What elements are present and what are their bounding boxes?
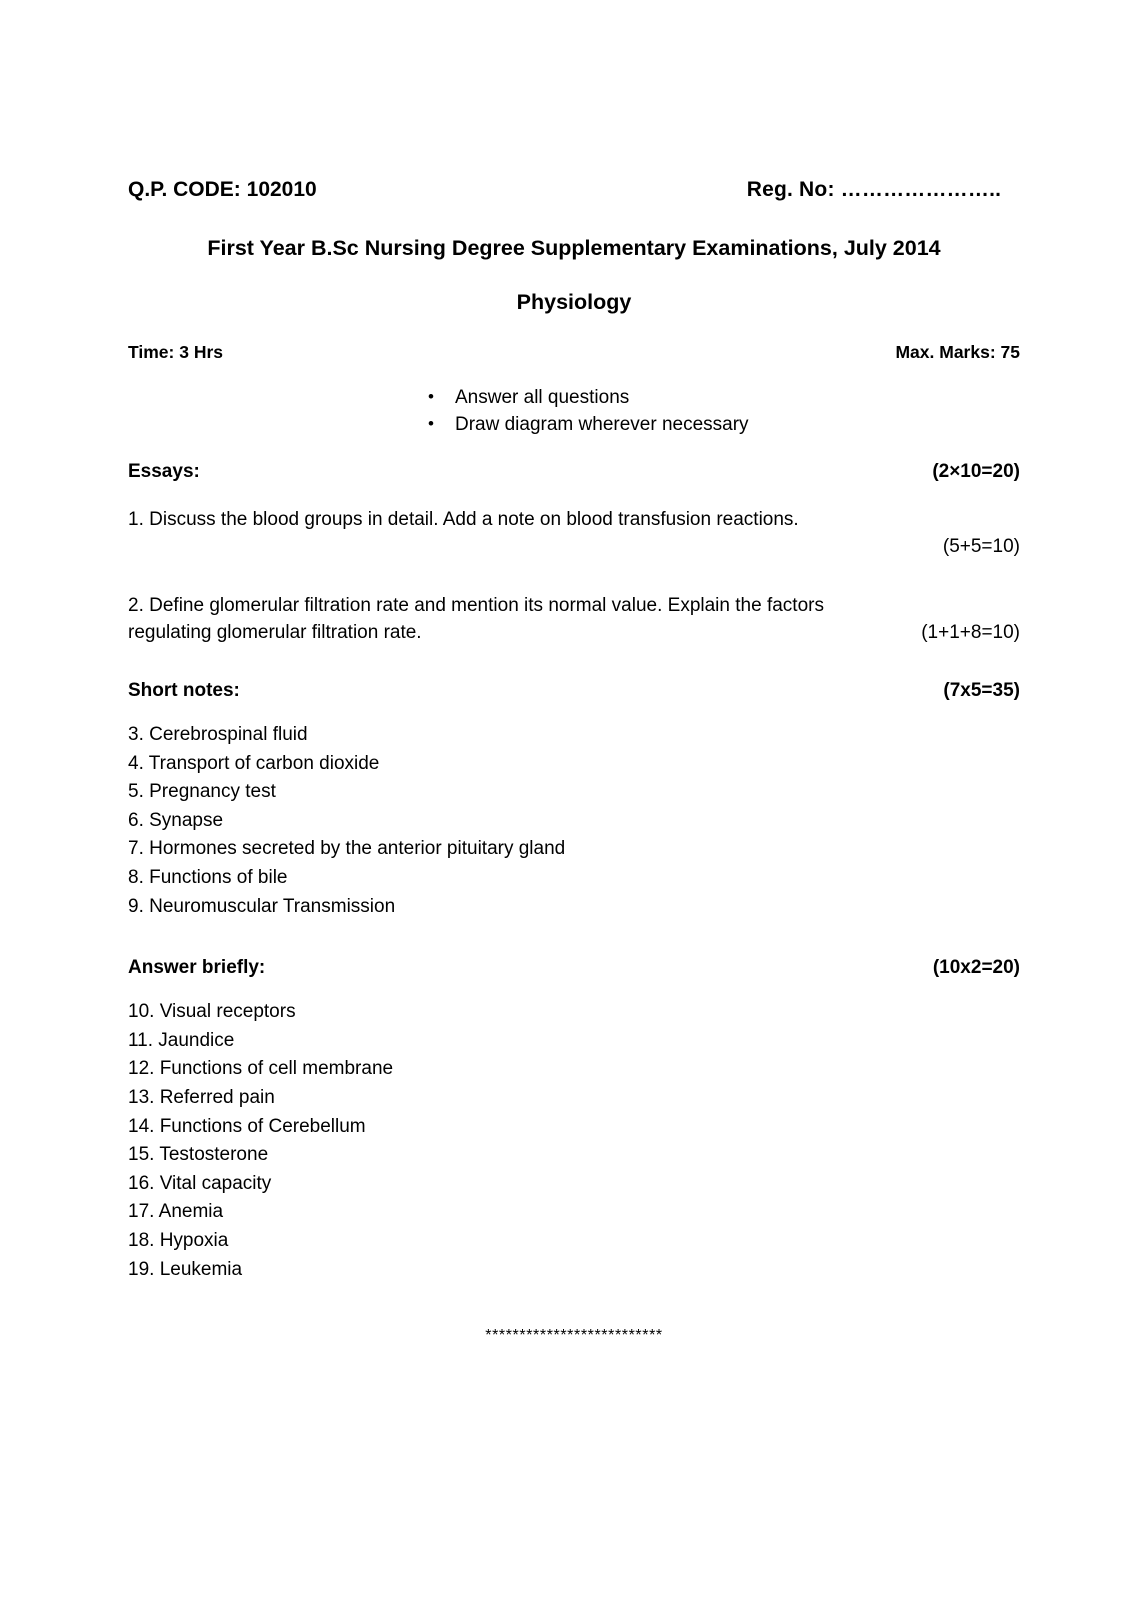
question-2 xyxy=(128,592,1020,646)
qp-code: Q.P. CODE: 102010 xyxy=(128,178,317,201)
question-text-line-1: 2. Define glomerular filtration rate and mention its normal value. Explain the factors xyxy=(128,595,824,616)
list-item: 6. Synapse xyxy=(128,809,224,831)
question-text-line-2-row xyxy=(128,619,1020,646)
list-item: 10. Visual receptors xyxy=(128,1001,296,1023)
subject-title: Physiology xyxy=(516,290,632,314)
list-item: • Answer all questions xyxy=(128,384,1020,411)
question-marks: (5+5=10) xyxy=(942,536,1020,557)
header-code-row xyxy=(128,176,1020,204)
section-label: Short notes: xyxy=(128,680,240,701)
exam-max-marks: Max. Marks: 75 xyxy=(895,342,1020,362)
exam-duration: Time: 3 Hrs xyxy=(128,342,223,362)
short-notes-list xyxy=(128,721,1020,921)
list-item: 9. Neuromuscular Transmission xyxy=(128,895,396,917)
exam-meta-row xyxy=(128,340,1020,364)
list-item: 12. Functions of cell membrane xyxy=(128,1058,394,1080)
question-text: 1. Discuss the blood groups in detail. Add a note on blood transfusion reactions. xyxy=(128,509,799,530)
page-content xyxy=(128,176,1020,1347)
list-item: • Draw diagram wherever necessary xyxy=(128,411,1020,438)
list-item: 18. Hypoxia xyxy=(128,1229,229,1251)
list-item: 17. Anemia xyxy=(128,1201,224,1223)
list-item: 13. Referred pain xyxy=(128,1086,275,1108)
answer-briefly-list xyxy=(128,998,1020,1284)
list-item: 3. Cerebrospinal fluid xyxy=(128,724,308,745)
section-marks: (7x5=35) xyxy=(943,680,1020,701)
exam-title: First Year B.Sc Nursing Degree Supplementary Examinations, July 2014 xyxy=(207,236,941,260)
section-label: Essays: xyxy=(128,461,200,482)
section-marks: (2×10=20) xyxy=(932,461,1020,482)
list-item: 16. Vital capacity xyxy=(128,1172,272,1194)
section-heading-short-notes xyxy=(128,678,1020,704)
question-text-line-2: regulating glomerular filtration rate. xyxy=(128,622,422,643)
section-heading-essays xyxy=(128,459,1020,485)
section-heading-answer-briefly xyxy=(128,955,1020,981)
list-item: 4. Transport of carbon dioxide xyxy=(128,752,380,774)
question-marks: (1+1+8=10) xyxy=(921,622,1020,643)
list-item: 19. Leukemia xyxy=(128,1258,243,1280)
list-item: 7. Hormones secreted by the anterior pituitary gland xyxy=(128,838,566,860)
list-item: 11. Jaundice xyxy=(128,1029,235,1051)
footer-separator: ************************** xyxy=(485,1327,663,1345)
list-item: 14. Functions of Cerebellum xyxy=(128,1115,366,1137)
list-item: 8. Functions of bile xyxy=(128,866,288,888)
reg-no-field: Reg. No: ………………….. xyxy=(746,178,1002,201)
list-item: 5. Pregnancy test xyxy=(128,781,276,803)
section-marks: (10x2=20) xyxy=(932,957,1020,979)
section-label: Answer briefly: xyxy=(128,957,266,979)
list-item: 15. Testosterone xyxy=(128,1144,269,1166)
question-1 xyxy=(128,506,1020,560)
instructions-list xyxy=(128,384,1020,438)
